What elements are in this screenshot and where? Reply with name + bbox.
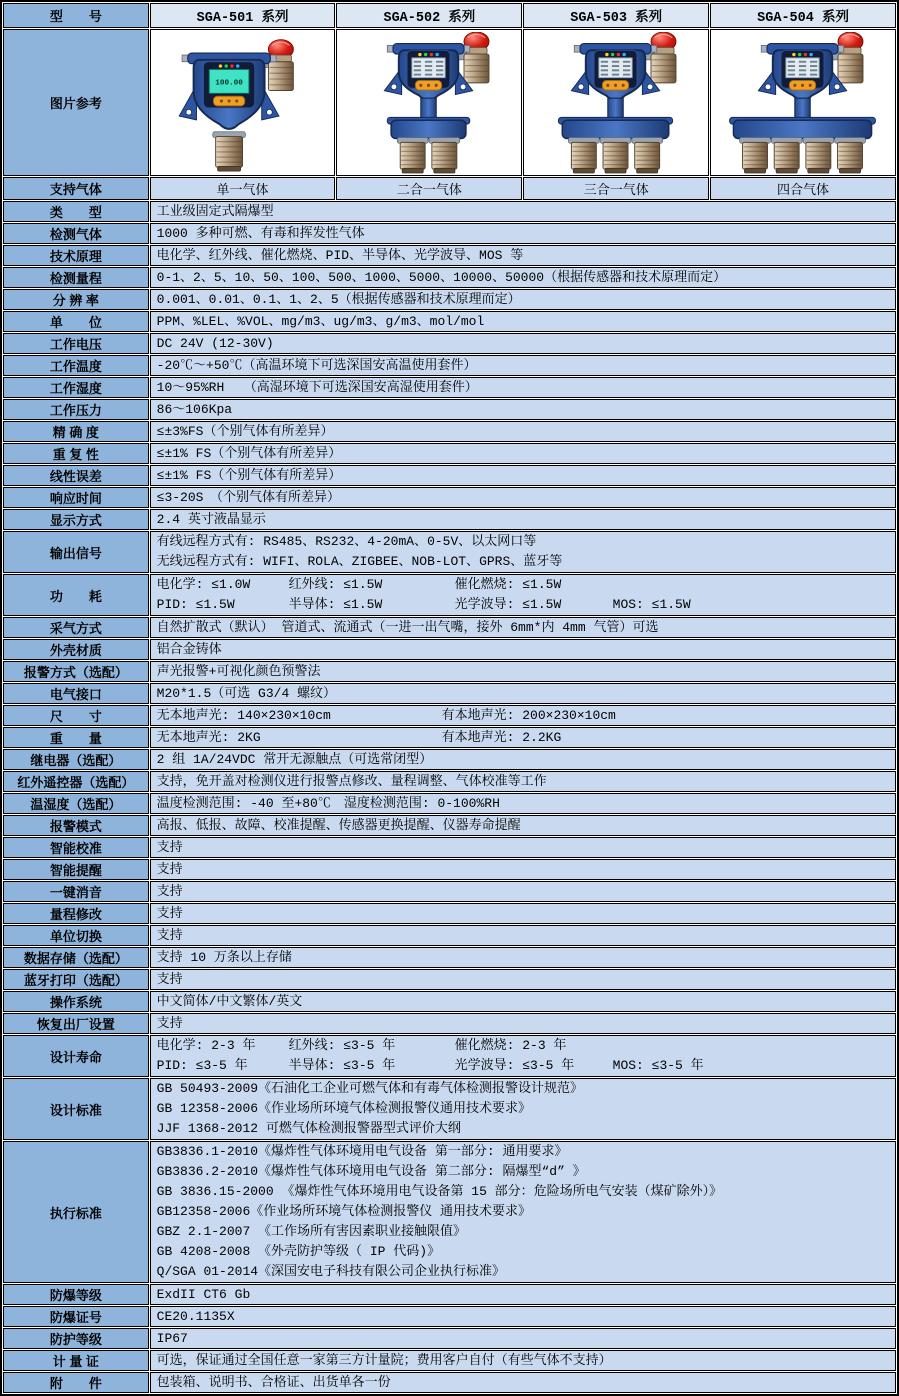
spec-row-value bbox=[150, 925, 896, 946]
spec-row bbox=[3, 531, 896, 573]
spec-line: 铝合金铸体 bbox=[156, 641, 222, 657]
spec-row bbox=[3, 705, 896, 726]
spec-row-label: 报警方式（选配） bbox=[3, 661, 149, 682]
spec-segment: 无本地声光: 140×230×10cm bbox=[156, 707, 331, 723]
spec-row bbox=[3, 465, 896, 486]
spec-row-label: 外壳材质 bbox=[3, 639, 149, 660]
spec-line: ExdII CT6 Gb bbox=[156, 1286, 251, 1302]
spec-row-label: 工作温度 bbox=[3, 355, 149, 376]
spec-row-label: 一键消音 bbox=[3, 881, 149, 902]
spec-line: 工业级固定式隔爆型 bbox=[156, 203, 274, 219]
spec-row bbox=[3, 639, 896, 660]
spec-row-value bbox=[150, 289, 896, 310]
spec-line: M20*1.5（可选 G3/4 螺纹） bbox=[156, 685, 337, 701]
spec-segment: PID: ≤1.5W bbox=[156, 597, 235, 612]
spec-line bbox=[157, 575, 889, 595]
product-image-sga-501 bbox=[151, 30, 335, 175]
spec-line: GB3836.2-2010《爆炸性气体环境用电气设备 第二部分: 隔爆型“d” 》 bbox=[156, 1164, 586, 1179]
spec-line: 声光报警+可视化颜色预警法 bbox=[156, 663, 321, 679]
spec-segment: 有本地声光: 200×230×10cm bbox=[441, 707, 616, 723]
spec-row-label: 执行标准 bbox=[3, 1141, 149, 1283]
spec-row bbox=[3, 421, 896, 442]
spec-row-value bbox=[150, 727, 896, 748]
model-name-sga-501: SGA-501 系列 bbox=[150, 3, 336, 28]
spec-row bbox=[3, 1372, 896, 1393]
spec-line: ≤3-20S （个别气体有所差异） bbox=[156, 489, 340, 505]
spec-line: 10～95%RH （高湿环境下可选深国安高湿使用套件） bbox=[156, 379, 478, 395]
spec-row-value bbox=[150, 1035, 896, 1077]
spec-row bbox=[3, 267, 896, 288]
spec-row-label: 工作电压 bbox=[3, 333, 149, 354]
spec-row-value bbox=[150, 267, 896, 288]
spec-row-value bbox=[150, 771, 896, 792]
spec-row-label: 数据存储（选配） bbox=[3, 947, 149, 968]
spec-row bbox=[3, 793, 896, 814]
spec-row-label: 功 耗 bbox=[3, 574, 149, 616]
spec-line: 支持 bbox=[156, 971, 183, 987]
spec-row bbox=[3, 289, 896, 310]
spec-row-label: 采气方式 bbox=[3, 617, 149, 638]
model-name-sga-504: SGA-504 系列 bbox=[710, 3, 896, 28]
spec-row-label: 线性误差 bbox=[3, 465, 149, 486]
spec-segment: 光学波导: ≤1.5W bbox=[454, 597, 562, 612]
gas-type-sga-504: 四合气体 bbox=[710, 177, 896, 200]
spec-row-value bbox=[150, 639, 896, 660]
spec-row-value bbox=[150, 749, 896, 770]
spec-row-value bbox=[150, 245, 896, 266]
spec-row-label: 重 量 bbox=[3, 727, 149, 748]
spec-line: ≤±3%FS（个别气体有所差异） bbox=[156, 423, 334, 439]
spec-line: 包装箱、说明书、合格证、出货单各一份 bbox=[156, 1374, 391, 1390]
spec-row-value bbox=[150, 509, 896, 530]
spec-row-value bbox=[150, 991, 896, 1012]
spec-row bbox=[3, 727, 896, 748]
spec-row-label: 温湿度（选配） bbox=[3, 793, 149, 814]
spec-row-label: 重 复 性 bbox=[3, 443, 149, 464]
spec-row-label: 单 位 bbox=[3, 311, 149, 332]
spec-row bbox=[3, 1284, 896, 1305]
spec-line: PPM、%LEL、%VOL、mg/m3、ug/m3、g/m3、mol/mol bbox=[156, 313, 485, 329]
spec-line: -20℃～+50℃（高温环境下可选深国安高温使用套件） bbox=[156, 357, 477, 373]
image-cell bbox=[150, 29, 336, 176]
spec-line: 支持 bbox=[156, 927, 183, 943]
spec-row bbox=[3, 1306, 896, 1327]
spec-row bbox=[3, 1078, 896, 1140]
spec-row bbox=[3, 1350, 896, 1371]
spec-segment: 半导体: ≤3-5 年 bbox=[288, 1058, 396, 1073]
spec-row-label: 蓝牙打印（选配） bbox=[3, 969, 149, 990]
spec-row-label: 输出信号 bbox=[3, 531, 149, 573]
spec-row-label: 操作系统 bbox=[3, 991, 149, 1012]
spec-row bbox=[3, 991, 896, 1012]
spec-row bbox=[3, 947, 896, 968]
spec-row bbox=[3, 245, 896, 266]
spec-line: 支持 bbox=[156, 905, 183, 921]
spec-row bbox=[3, 223, 896, 244]
spec-line: 支持 bbox=[156, 1015, 183, 1031]
spec-row-label: 继电器（选配） bbox=[3, 749, 149, 770]
spec-row-label: 单位切换 bbox=[3, 925, 149, 946]
gas-type-sga-502: 二合一气体 bbox=[336, 177, 522, 200]
spec-line: 高报、低报、故障、校准提醒、传感器更换提醒、仪器寿命提醒 bbox=[156, 817, 521, 833]
spec-row-label: 设计标准 bbox=[3, 1078, 149, 1140]
spec-line: GB 12358-2006《作业场所环境气体检测报警仪通用技术要求》 bbox=[156, 1101, 532, 1116]
spec-row-label: 工作湿度 bbox=[3, 377, 149, 398]
spec-row-value bbox=[150, 617, 896, 638]
spec-row-value bbox=[150, 859, 896, 880]
spec-row-value bbox=[150, 1141, 896, 1283]
spec-row-label: 恢复出厂设置 bbox=[3, 1013, 149, 1034]
spec-row bbox=[3, 574, 896, 616]
spec-row-label: 防爆证号 bbox=[3, 1306, 149, 1327]
spec-row bbox=[3, 969, 896, 990]
spec-line: 1000 多种可燃、有毒和挥发性气体 bbox=[156, 225, 365, 241]
spec-row bbox=[3, 925, 896, 946]
spec-segment: 有本地声光: 2.2KG bbox=[441, 729, 562, 745]
spec-line: 支持 bbox=[156, 839, 183, 855]
spec-line: ≤±1% FS（个别气体有所差异） bbox=[156, 467, 342, 483]
spec-row bbox=[3, 683, 896, 704]
spec-line: 可选，保证通过全国任意一家第三方计量院；费用客户自付（有些气体不支持） bbox=[156, 1352, 612, 1368]
image-cell bbox=[710, 29, 896, 176]
spec-row-value bbox=[150, 311, 896, 332]
spec-row-value bbox=[150, 1328, 896, 1349]
spec-row-value bbox=[150, 881, 896, 902]
spec-row-label: 工作压力 bbox=[3, 399, 149, 420]
spec-rows bbox=[3, 201, 896, 1393]
gas-row bbox=[3, 177, 896, 200]
spec-row-value bbox=[150, 947, 896, 968]
spec-row-label: 防爆等级 bbox=[3, 1284, 149, 1305]
spec-row bbox=[3, 749, 896, 770]
spec-row bbox=[3, 509, 896, 530]
spec-line: Q/SGA 01-2014《深国安电子科技有限公司企业执行标准》 bbox=[156, 1264, 506, 1279]
gas-type-sga-501: 单一气体 bbox=[150, 177, 336, 200]
spec-row-value bbox=[150, 837, 896, 858]
image-row-label: 图片参考 bbox=[3, 29, 149, 176]
spec-segment: 红外线: ≤3-5 年 bbox=[288, 1038, 396, 1053]
spec-row bbox=[3, 201, 896, 222]
spec-line: GB 3836.15-2000 《爆炸性气体环境用电气设备第 15 部分：危险场所电气安装（煤矿除外）》 bbox=[156, 1184, 723, 1199]
spec-row bbox=[3, 443, 896, 464]
spec-row bbox=[3, 617, 896, 638]
model-header-label: 型 号 bbox=[3, 3, 149, 28]
spec-row bbox=[3, 771, 896, 792]
spec-segment: 催化燃烧: ≤1.5W bbox=[454, 577, 562, 592]
spec-segment: MOS: ≤1.5W bbox=[612, 597, 691, 612]
product-image-sga-502 bbox=[337, 30, 521, 175]
spec-line: DC 24V (12-30V) bbox=[156, 335, 274, 351]
spec-row-value bbox=[150, 443, 896, 464]
spec-segment: 半导体: ≤1.5W bbox=[288, 597, 383, 612]
spec-line: GB12358-2006《作业场所环境气体检测报警仪 通用技术要求》 bbox=[156, 1204, 532, 1219]
gas-detector-drawing bbox=[154, 32, 332, 174]
gas-row-label: 支持气体 bbox=[3, 177, 149, 200]
spec-segment: 光学波导: ≤3-5 年 bbox=[454, 1058, 575, 1073]
spec-row-value bbox=[150, 1306, 896, 1327]
spec-line: 支持 10 万条以上存储 bbox=[156, 949, 292, 965]
spec-line: JJF 1368-2012 可燃气体检测报警器型式评价大纲 bbox=[156, 1121, 461, 1136]
spec-line: 支持 bbox=[156, 861, 183, 877]
spec-row-value bbox=[150, 705, 896, 726]
gas-detector-drawing bbox=[340, 32, 518, 174]
spec-row-value bbox=[150, 815, 896, 836]
spec-row-label: 显示方式 bbox=[3, 509, 149, 530]
spec-row-label: 智能提醒 bbox=[3, 859, 149, 880]
spec-line: 支持 bbox=[156, 883, 183, 899]
spec-line: GB 4208-2008 《外壳防护等级（ IP 代码)》 bbox=[156, 1244, 441, 1259]
spec-row-value bbox=[150, 1350, 896, 1371]
spec-line: GB3836.1-2010《爆炸性气体环境用电气设备 第一部分: 通用要求》 bbox=[156, 1144, 568, 1159]
image-row bbox=[3, 29, 896, 176]
spec-line bbox=[157, 1056, 889, 1076]
spec-line: GBZ 2.1-2007 《工作场所有害因素职业接触限值》 bbox=[156, 1224, 467, 1239]
spec-row-value bbox=[150, 201, 896, 222]
spec-segment: 无本地声光: 2KG bbox=[156, 729, 261, 745]
spec-line: 自然扩散式（默认） 管道式、流通式（一进一出气嘴，接外 6mm*内 4mm 气管）可选 bbox=[156, 619, 659, 635]
spec-row-label: 智能校准 bbox=[3, 837, 149, 858]
spec-row-label: 响应时间 bbox=[3, 487, 149, 508]
spec-line: 支持，免开盖对检测仪进行报警点修改、量程调整、气体校准等工作 bbox=[156, 773, 547, 789]
spec-row bbox=[3, 1013, 896, 1034]
spec-row-label: 技术原理 bbox=[3, 245, 149, 266]
spec-row bbox=[3, 311, 896, 332]
spec-row-label: 精 确 度 bbox=[3, 421, 149, 442]
spec-segment: 电化学: 2-3 年 bbox=[156, 1038, 256, 1053]
spec-line: GB 50493-2009《石油化工企业可燃气体和有毒气体检测报警设计规范》 bbox=[156, 1081, 584, 1096]
spec-line: 无线远程方式有: WIFI、ROLA、ZIGBEE、NOB-LOT、GPRS、蓝牙等 bbox=[156, 554, 563, 569]
spec-row-label: 分 辨 率 bbox=[3, 289, 149, 310]
spec-row-label: 报警模式 bbox=[3, 815, 149, 836]
spec-row bbox=[3, 661, 896, 682]
spec-row-value bbox=[150, 1284, 896, 1305]
spec-row-label: 防护等级 bbox=[3, 1328, 149, 1349]
spec-row-value bbox=[150, 355, 896, 376]
spec-row-value bbox=[150, 661, 896, 682]
spec-row-value bbox=[150, 333, 896, 354]
model-header-row bbox=[3, 3, 896, 28]
spec-segment: 电化学: ≤1.0W bbox=[156, 577, 251, 592]
gas-detector-drawing bbox=[714, 32, 892, 174]
gas-detector-drawing bbox=[527, 32, 705, 174]
spec-segment: MOS: ≤3-5 年 bbox=[612, 1058, 704, 1073]
spec-line: 电化学、红外线、催化燃烧、PID、半导体、光学波导、MOS 等 bbox=[156, 247, 524, 263]
spec-line: 2.4 英寸液晶显示 bbox=[156, 511, 266, 527]
spec-row bbox=[3, 355, 896, 376]
product-image-sga-503 bbox=[524, 30, 708, 175]
spec-line: CE20.1135X bbox=[156, 1308, 235, 1324]
spec-row bbox=[3, 333, 896, 354]
spec-line: 0-1、2、5、10、50、100、500、1000、5000、10000、50000（根据传感器和技术原理而定） bbox=[156, 269, 727, 285]
svg-text:100.00: 100.00 bbox=[214, 78, 243, 87]
spec-row bbox=[3, 903, 896, 924]
spec-row bbox=[3, 487, 896, 508]
spec-line: 中文简体/中文繁体/英文 bbox=[156, 993, 303, 1009]
image-cell bbox=[336, 29, 522, 176]
spec-segment: PID: ≤3-5 年 bbox=[156, 1058, 248, 1073]
spec-row-label: 检测量程 bbox=[3, 267, 149, 288]
spec-row-value bbox=[150, 1078, 896, 1140]
product-image-sga-504 bbox=[711, 30, 895, 175]
spec-line: ≤±1% FS（个别气体有所差异） bbox=[156, 445, 342, 461]
spec-row-label: 类 型 bbox=[3, 201, 149, 222]
spec-row-value bbox=[150, 399, 896, 420]
spec-line bbox=[157, 729, 889, 747]
spec-line: 86～106Kpa bbox=[156, 401, 233, 417]
image-cell bbox=[523, 29, 709, 176]
spec-row-value bbox=[150, 377, 896, 398]
spec-row-value bbox=[150, 793, 896, 814]
spec-row-label: 尺 寸 bbox=[3, 705, 149, 726]
spec-line: 0.001、0.01、0.1、1、2、5（根据传感器和技术原理而定） bbox=[156, 291, 521, 307]
spec-row bbox=[3, 837, 896, 858]
spec-row-label: 红外遥控器（选配） bbox=[3, 771, 149, 792]
spec-line: 有线远程方式有: RS485、RS232、4-20mA、0-5V、以太网口等 bbox=[156, 534, 537, 549]
gas-type-sga-503: 三合一气体 bbox=[523, 177, 709, 200]
spec-row bbox=[3, 1328, 896, 1349]
spec-row-label: 检测气体 bbox=[3, 223, 149, 244]
spec-row-value bbox=[150, 531, 896, 573]
model-name-sga-503: SGA-503 系列 bbox=[523, 3, 709, 28]
spec-row-label: 附 件 bbox=[3, 1372, 149, 1393]
spec-line bbox=[157, 707, 889, 725]
spec-row-value bbox=[150, 1013, 896, 1034]
spec-row bbox=[3, 1141, 896, 1283]
spec-row-label: 电气接口 bbox=[3, 683, 149, 704]
spec-row-label: 设计寿命 bbox=[3, 1035, 149, 1077]
spec-row bbox=[3, 859, 896, 880]
spec-row bbox=[3, 377, 896, 398]
spec-row-label: 计 量 证 bbox=[3, 1350, 149, 1371]
spec-line: IP67 bbox=[156, 1330, 188, 1346]
spec-row-value bbox=[150, 574, 896, 616]
spec-row-value bbox=[150, 683, 896, 704]
spec-line bbox=[157, 595, 889, 615]
spec-row bbox=[3, 815, 896, 836]
spec-row-value bbox=[150, 421, 896, 442]
spec-line: 温度检测范围: -40 至+80℃ 湿度检测范围: 0-100%RH bbox=[156, 795, 500, 811]
spec-row-value bbox=[150, 487, 896, 508]
spec-row bbox=[3, 399, 896, 420]
spec-line: 2 组 1A/24VDC 常开无源触点（可选常闭型） bbox=[156, 751, 433, 767]
spec-segment: 催化燃烧: 2-3 年 bbox=[454, 1038, 567, 1053]
spec-segment: 红外线: ≤1.5W bbox=[288, 577, 383, 592]
spec-row-value bbox=[150, 903, 896, 924]
spec-row bbox=[3, 881, 896, 902]
spec-line bbox=[157, 1036, 889, 1056]
spec-row-value bbox=[150, 1372, 896, 1393]
spec-row-label: 量程修改 bbox=[3, 903, 149, 924]
spec-row bbox=[3, 1035, 896, 1077]
spec-row-value bbox=[150, 223, 896, 244]
spec-row-value bbox=[150, 465, 896, 486]
model-name-sga-502: SGA-502 系列 bbox=[336, 3, 522, 28]
spec-row-value bbox=[150, 969, 896, 990]
